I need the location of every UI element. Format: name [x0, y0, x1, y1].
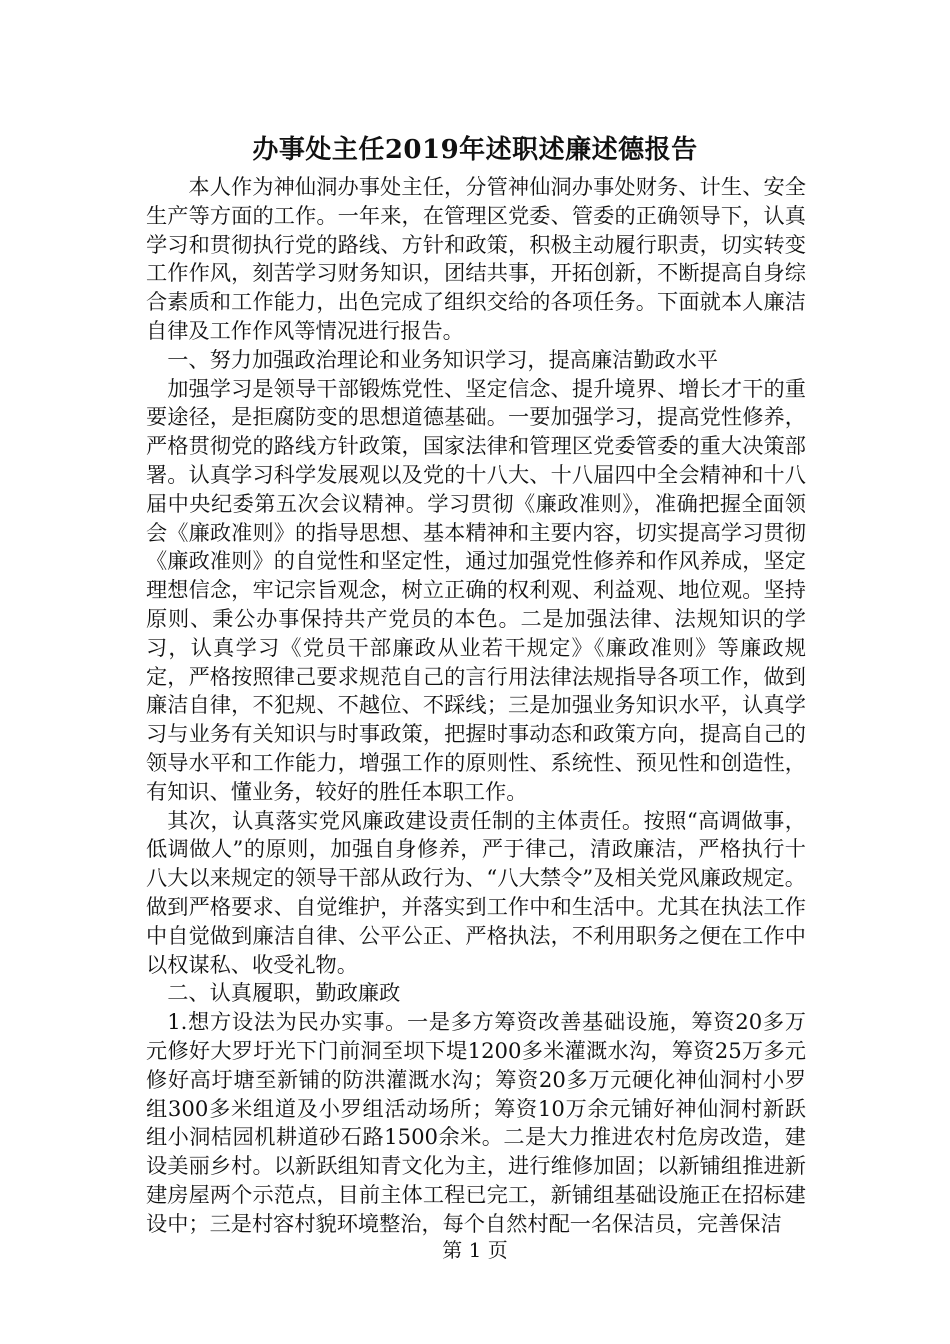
- section-heading-2: 二、认真履职，勤政廉政: [167, 980, 401, 1006]
- paragraph-practical-work: 1.想方设法为民办实事。一是多方筹资改善基础设施，筹资20多万元修好大罗圩光下门前洞至坝下堤1200多米灌溉水沟，筹资25万多元修好高圩塘至新铺的防洪灌溉水沟；筹资20多万元硬化神仙洞村小罗组300多米组道及小罗组活动场所；筹资10万余元铺好神仙洞村新跃组小洞桔园机耕道砂石路1500余米。二是大力推进农村危房改造，建设美丽乡村。以新跃组知青文化为主，进行维修加固；以新铺组推进新建房屋两个示范点，目前主体工程已完工，新铺组基础设施正在招标建设中；三是村容村貌环境整治，每个自然村配一名保洁员，完善保洁: [146, 1009, 806, 1236]
- document-body: [146, 173, 806, 1238]
- section-heading-1: 一、努力加强政治理论和业务知识学习，提高廉洁勤政水平: [167, 346, 719, 372]
- document-title: 办事处主任2019年述职述廉述德报告: [252, 135, 698, 165]
- paragraph-intro: 本人作为神仙洞办事处主任，分管神仙洞办事处财务、计生、安全生产等方面的工作。一年来，在管理区党委、管委的正确领导下，认真学习和贯彻执行党的路线、方针和政策，积极主动履行职责，切实转变工作作风，刻苦学习财务知识，团结共事，开拓创新，不断提高自身综合素质和工作能力，出色完成了组织交给的各项任务。下面就本人廉洁自律及工作作风等情况进行报告。: [146, 174, 806, 343]
- paragraph-study: 加强学习是领导干部锻炼党性、坚定信念、提升境界、增长才干的重要途径，是拒腐防变的思想道德基础。一要加强学习，提高党性修养，严格贯彻党的路线方针政策，国家法律和管理区党委管委的重大决策部署。认真学习科学发展观以及党的十八大、十八届四中全会精神和十八届中央纪委第五次会议精神。学习贯彻《廉政准则》，准确把握全面领会《廉政准则》的指导思想、基本精神和主要内容，切实提高学习贯彻《廉政准则》的自觉性和坚定性，通过加强党性修养和作风养成，坚定理想信念，牢记宗旨观念，树立正确的权利观、利益观、地位观。坚持原则、秉公办事保持共产党员的本色。二是加强法律、法规知识的学习，认真学习《党员干部廉政从业若干规定》《廉政准则》等廉政规定，严格按照律己要求规范自己的言行用法律法规指导各项工作，做到廉洁自律，不犯规、不越位、不踩线；三是加强业务知识水平，认真学习与业务有关知识与时事政策，把握时事动态和政策方向，提高自己的领导水平和工作能力，增强工作的原则性、系统性、预见性和创造性，有知识、懂业务，较好的胜任本职工作。: [146, 375, 806, 804]
- paragraph-responsibility: 其次，认真落实党风廉政建设责任制的主体责任。按照“高调做事，低调做人”的原则，加强自身修养，严于律己，清政廉洁，严格执行十八大以来规定的领导干部从政行为、“八大禁令”及相关党风廉政规定。做到严格要求、自觉维护，并落实到工作中和生活中。尤其在执法工作中自觉做到廉洁自律、公平公正、严格执法，不利用职务之便在工作中以权谋私、收受礼物。: [146, 807, 806, 977]
- page-number: 第 1 页: [442, 1238, 508, 1262]
